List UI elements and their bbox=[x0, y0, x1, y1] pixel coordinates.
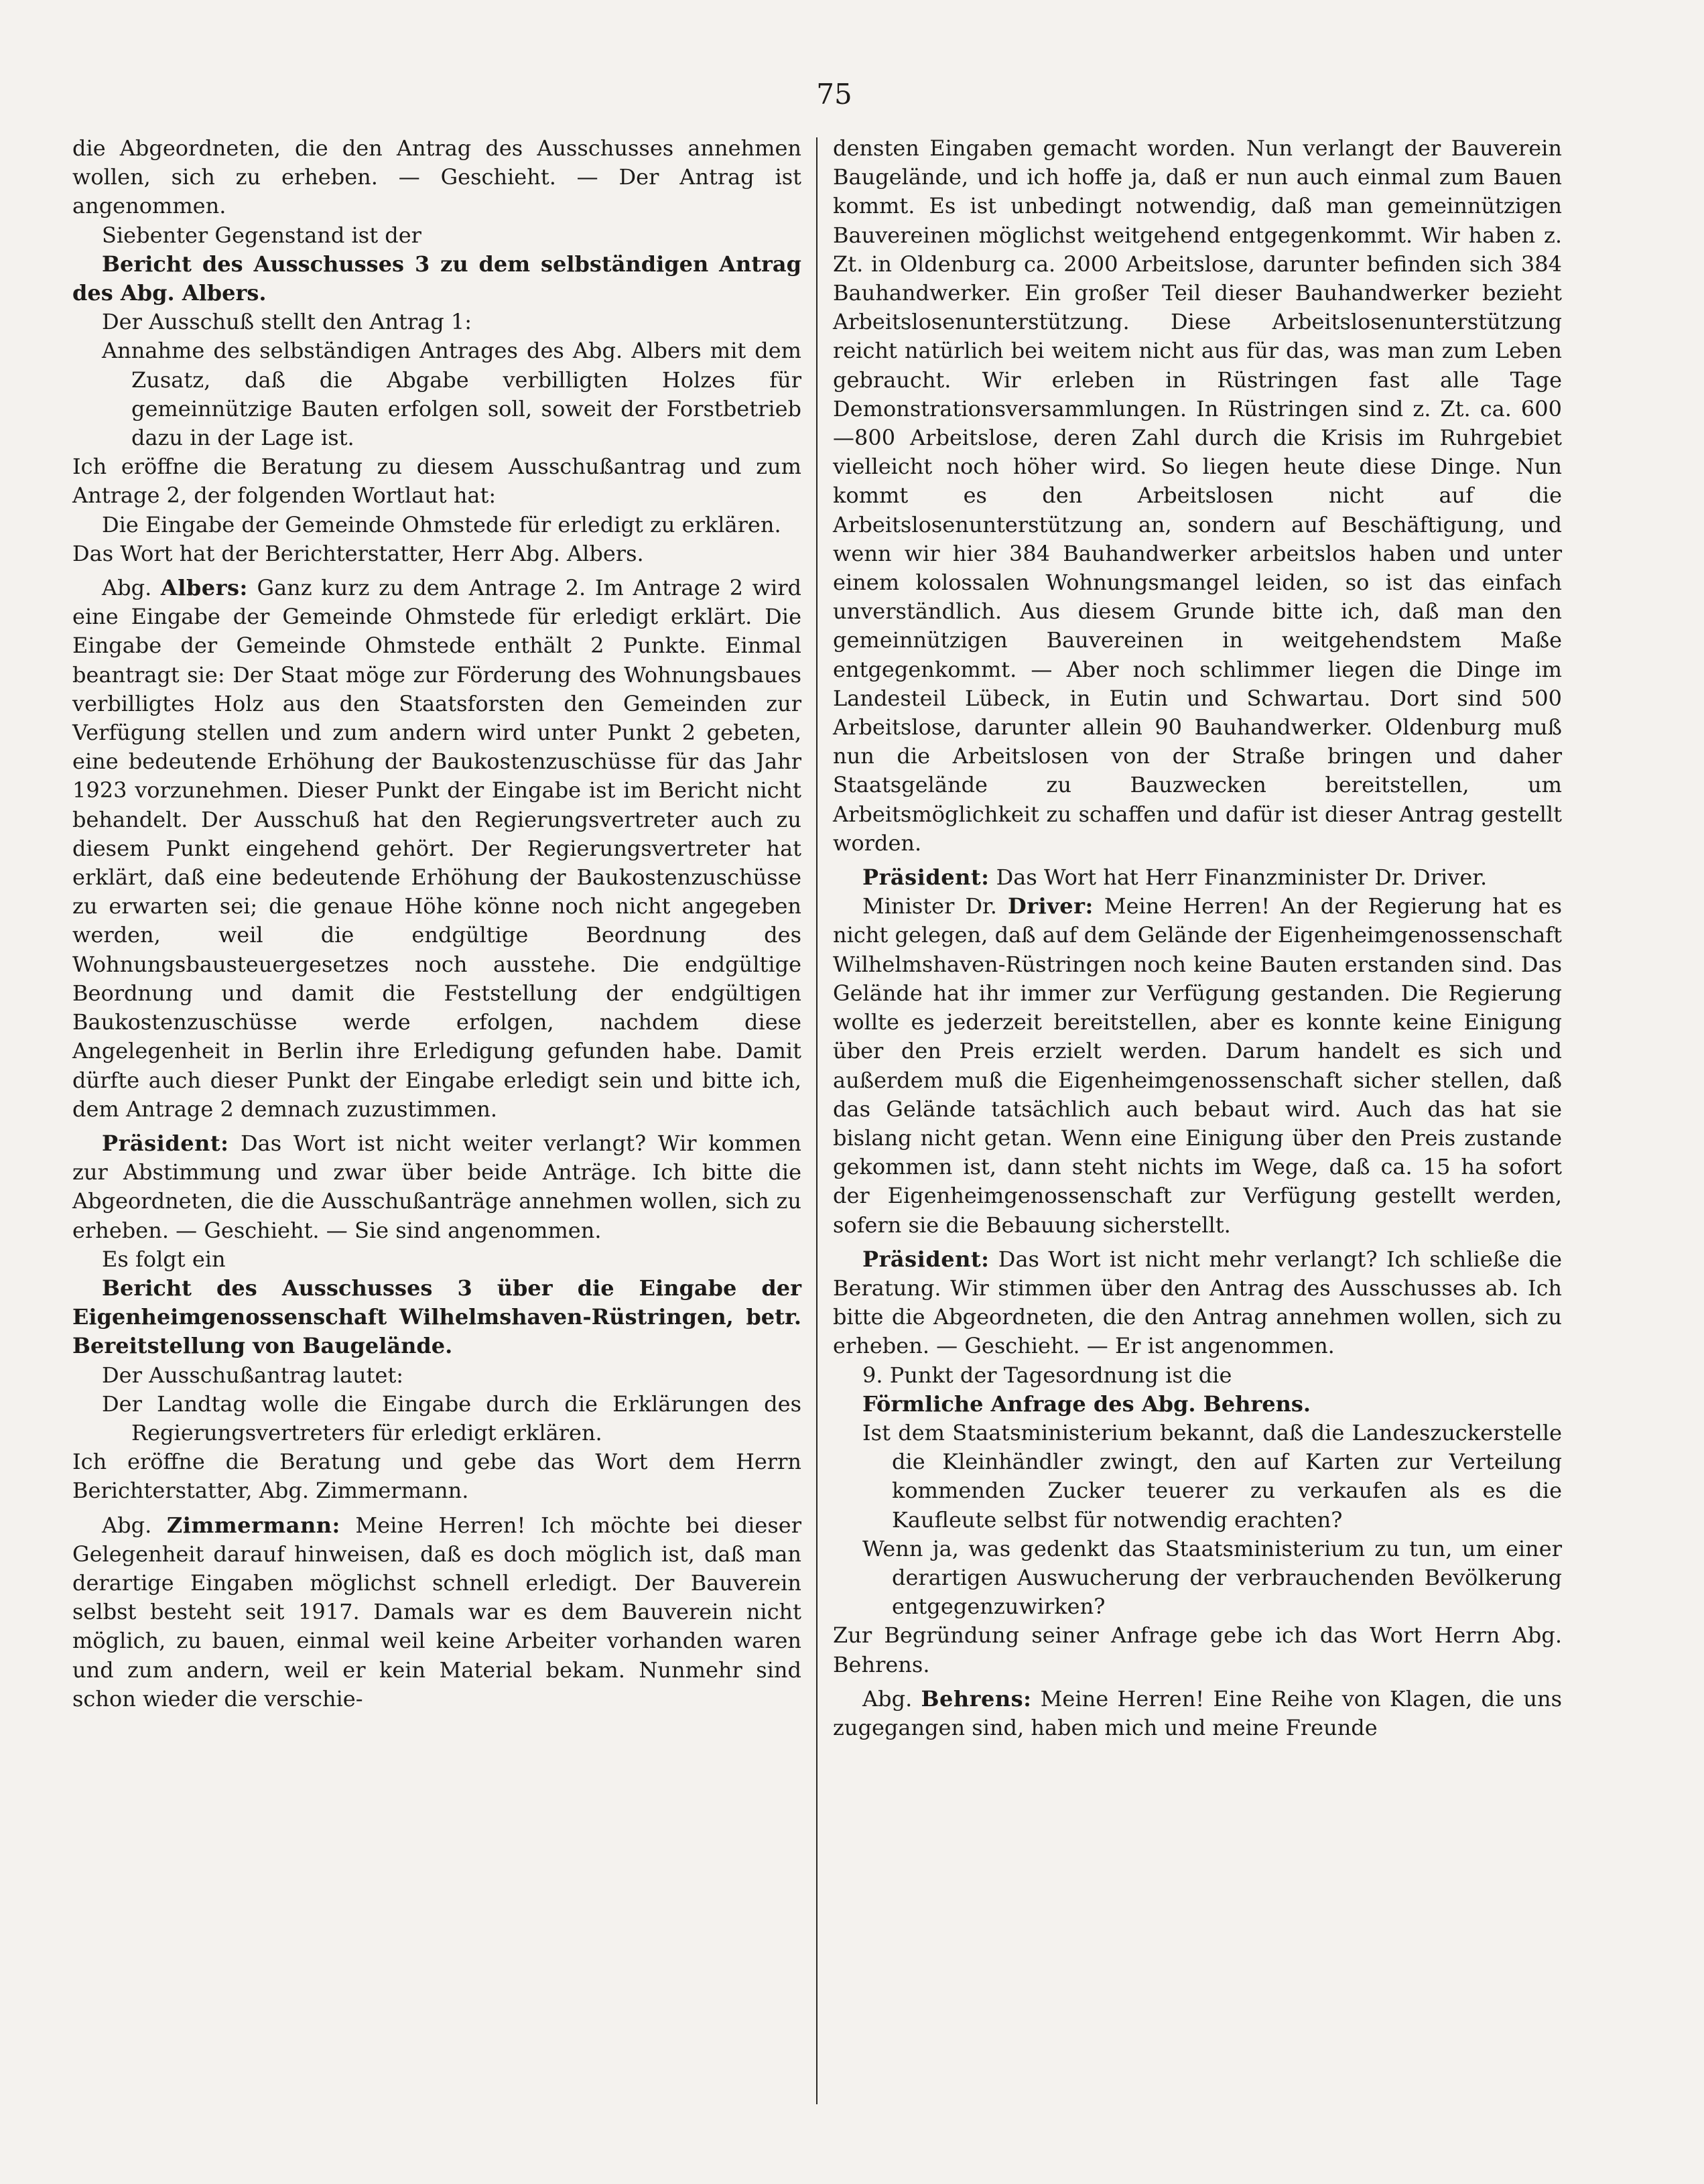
speaker-prefix: Abg. bbox=[102, 1512, 152, 1538]
speech-paragraph bbox=[72, 1129, 801, 1245]
speech-paragraph bbox=[72, 574, 801, 1124]
paragraph: Siebenter Gegenstand ist der bbox=[102, 222, 421, 248]
left-column bbox=[72, 134, 801, 1714]
paragraph: 9. Punkt der Tagesordnung ist die bbox=[862, 1362, 1232, 1388]
inquiry-text: Wenn ja, was gedenkt das Staatsministerium zu tun, um einer derartigen Auswucherung der verbrauchenden Bevölkerung entgegenzuwirken? bbox=[862, 1535, 1562, 1620]
paragraph: Das Wort hat der Berichterstatter, Herr Abg. Albers. bbox=[72, 540, 644, 566]
paragraph: Zur Begründung seiner Anfrage gebe ich das Wort Herrn Abg. Behrens. bbox=[833, 1622, 1562, 1677]
speaker-prefix: Abg. bbox=[862, 1685, 913, 1712]
speaker-prefix: Minister Dr. bbox=[862, 893, 997, 919]
paragraph: Ich eröffne die Beratung und gebe das Wort dem Herrn Berichterstatter, Abg. Zimmermann. bbox=[72, 1449, 801, 1504]
speech-paragraph bbox=[833, 1685, 1562, 1742]
right-column bbox=[833, 134, 1562, 1742]
speech-paragraph bbox=[72, 1511, 801, 1714]
speech-text: Ganz kurz zu dem Antrage 2. Im Antrage 2 wird eine Eingabe der Gemeinde Ohmstede für erledigt erklärt. Die Eingabe der Gemeinde Ohmstede enthält 2 Punkte. Einmal beantragt sie: Der Staat möge zur Förderung des Wohnungsbaues verbilligtes Holz aus den Staatsforsten den Gemeinden zur Verfügung stellen und zum andern wird unter Punkt 2 gebeten, eine bedeutende Erhöhung der Baukostenzuschüsse für das Jahr 1923 vorzunehmen. Dieser Punkt der Eingabe ist im Bericht nicht behandelt. Der Ausschuß hat den Regierungsvertreter auch zu diesem Punkt eingehend gehört. Der Regierungsvertreter hat erklärt, daß eine bedeutende Erhöhung der Baukostenzuschüsse zu erwarten sei; die genaue Höhe könne noch nicht angegeben werden, weil die endgültige Beordnung des Wohnungsbausteuergesetzes noch ausstehe. Die endgültige Beordnung und damit die Feststellung der endgültigen Baukostenzuschüsse werde erfolgen, nachdem diese Angelegenheit in Berlin ihre Erledigung gefunden habe. Damit dürfte auch dieser Punkt der Eingabe erledigt sein und bitte ich, dem Antrage 2 demnach zuzustimmen. bbox=[72, 575, 802, 1122]
paragraph: die Abgeordneten, die den Antrag des Ausschusses annehmen wollen, sich zu erheben. — Geschieht. — Der Antrag ist angenommen. bbox=[72, 135, 801, 219]
motion-text: Annahme des selbständigen Antrages des Abg. Albers mit dem Zusatz, daß die Abgabe verbilligten Holzes für gemeinnützige Bauten erfolgen soll, soweit der Forstbetrieb dazu in der Lage ist. bbox=[102, 338, 801, 451]
agenda-heading: Bericht des Ausschusses 3 über die Eingabe der Eigenheimgenossenschaft Wilhelmshaven-Rüstringen, betr. Bereitstellung von Baugelände. bbox=[72, 1275, 801, 1359]
speaker-name: Driver: bbox=[1007, 893, 1094, 919]
speaker-name: Behrens: bbox=[921, 1685, 1032, 1712]
speaker-name: Albers: bbox=[160, 575, 248, 601]
paragraph: Es folgt ein bbox=[102, 1246, 226, 1272]
speech-paragraph bbox=[833, 863, 1562, 892]
agenda-heading: Förmliche Anfrage des Abg. Behrens. bbox=[862, 1391, 1311, 1417]
speech-text: Meine Herren! Eine Reihe von Klagen, die uns zugegangen sind, haben mich und meine Freunde bbox=[833, 1685, 1563, 1740]
paragraph: densten Eingaben gemacht worden. Nun verlangt der Bauverein Baugelände, und ich hoffe ja, daß er nun auch einmal zum Bauen kommt. Es ist unbedingt notwendig, daß man gemeinnützigen Bauvereinen möglichst weitgehend entgegenkommt. Wir haben z. Zt. in Oldenburg ca. 2000 Arbeitslose, darunter befinden sich 384 Bauhandwerker. Ein großer Teil dieser Bauhandwerker bezieht Arbeitslosenunterstützung. Diese Arbeitslosenunterstützung reicht natürlich bei weitem nicht aus für das, was man zum Leben gebraucht. Wir erleben in Rüstringen fast alle Tage Demonstrationsversammlungen. In Rüstringen sind z. Zt. ca. 600—800 Arbeitslose, deren Zahl durch die Krisis im Ruhrgebiet vielleicht noch höher wird. So liegen heute diese Dinge. Nun kommt es den Arbeitslosen nicht auf die Arbeitslosenunterstützung an, sondern auf Beschäftigung, und wenn wir hier 384 Bauhandwerker arbeitslos haben und unter einem kolossalen Wohnungsmangel leiden, so ist das einfach unverständlich. Aus diesem Grunde bitte ich, daß man den gemeinnützigen Bauvereinen in weitgehendstem Maße entgegenkommt. — Aber noch schlimmer liegen die Dinge im Landesteil Lübeck, in Eutin und Schwartau. Dort sind 500 Arbeitslose, darunter allein 90 Bauhandwerker. Oldenburg muß nun die Arbeitslosen von der Straße bringen und daher Staatsgelände zu Bauzwecken bereitstellen, um Arbeitsmöglichkeit zu schaffen und dafür ist dieser Antrag gestellt worden. bbox=[833, 135, 1562, 856]
speech-text: Meine Herren! Ich möchte bei dieser Gelegenheit darauf hinweisen, daß es doch möglich ist, daß man derartige Eingaben möglichst schnell erledigt. Der Bauverein selbst besteht seit 1917. Damals war es dem Bauverein nicht möglich, zu bauen, einmal weil keine Arbeiter vorhanden waren und zum andern, weil er kein Material bekam. Nunmehr sind schon wieder die verschie- bbox=[72, 1512, 802, 1712]
page-number: 75 bbox=[816, 78, 852, 111]
column-divider bbox=[816, 137, 817, 2104]
speaker-name: Zimmermann: bbox=[166, 1512, 340, 1538]
agenda-heading: Bericht des Ausschusses 3 zu dem selbständigen Antrag des Abg. Albers. bbox=[72, 251, 801, 306]
speaker-name: Präsident: bbox=[862, 1246, 990, 1272]
motion-text: Der Landtag wolle die Eingabe durch die Erklärungen des Regierungsvertreters für erledigt erklären. bbox=[102, 1391, 801, 1446]
speaker-prefix: Abg. bbox=[102, 575, 152, 601]
paragraph: Der Ausschuß stellt den Antrag 1: bbox=[102, 309, 472, 335]
speech-text: Meine Herren! An der Regierung hat es nicht gelegen, daß auf dem Gelände der Eigenheimgenossenschaft Wilhelmshaven-Rüstringen noch keine Bauten erstanden sind. Das Gelände hat ihr immer zur Verfügung gestanden. Die Regierung wollte es jederzeit bereitstellen, aber es konnte keine Einigung über den Preis erzielt werden. Darum handelt es sich und außerdem muß die Eigenheimgenossenschaft sicher stellen, daß das Gelände tatsächlich auch bebaut wird. Auch das hat sie bislang nicht getan. Wenn eine Einigung über den Preis zustande gekommen ist, dann steht nichts im Wege, daß ca. 15 ha sofort der Eigenheimgenossenschaft zur Verfügung gestellt werden, sofern sie die Bebauung sicherstellt. bbox=[833, 893, 1563, 1238]
paragraph: Der Ausschußantrag lautet: bbox=[102, 1362, 404, 1388]
speech-paragraph bbox=[833, 1245, 1562, 1361]
speech-text: Das Wort ist nicht mehr verlangt? Ich schließe die Beratung. Wir stimmen über den Antrag des Ausschusses ab. Ich bitte die Abgeordneten, die den Antrag annehmen wollen, sich zu erheben. — Geschieht. — Er ist angenommen. bbox=[833, 1246, 1563, 1359]
speech-text: Das Wort hat Herr Finanzminister Dr. Driver. bbox=[996, 864, 1488, 891]
speaker-name: Präsident: bbox=[102, 1130, 229, 1156]
speaker-name: Präsident: bbox=[862, 864, 990, 891]
inquiry-text: Ist dem Staatsministerium bekannt, daß die Landeszuckerstelle die Kleinhändler zwingt, den auf Karten zur Verteilung kommenden Zucker teuerer zu verkaufen als es die Kaufleute selbst für notwendig erachten? bbox=[862, 1419, 1562, 1533]
speech-text: Das Wort ist nicht weiter verlangt? Wir kommen zur Abstimmung und zwar über beide Anträge. Ich bitte die Abgeordneten, die die Ausschußanträge annehmen wollen, sich zu erheben. — Geschieht. — Sie sind angenommen. bbox=[72, 1130, 802, 1243]
motion-text: Die Eingabe der Gemeinde Ohmstede für erledigt zu erklären. bbox=[102, 511, 781, 537]
speech-paragraph bbox=[833, 892, 1562, 1239]
paragraph: Ich eröffne die Beratung zu diesem Ausschußantrag und zum Antrage 2, der folgenden Wortlaut hat: bbox=[72, 454, 801, 509]
